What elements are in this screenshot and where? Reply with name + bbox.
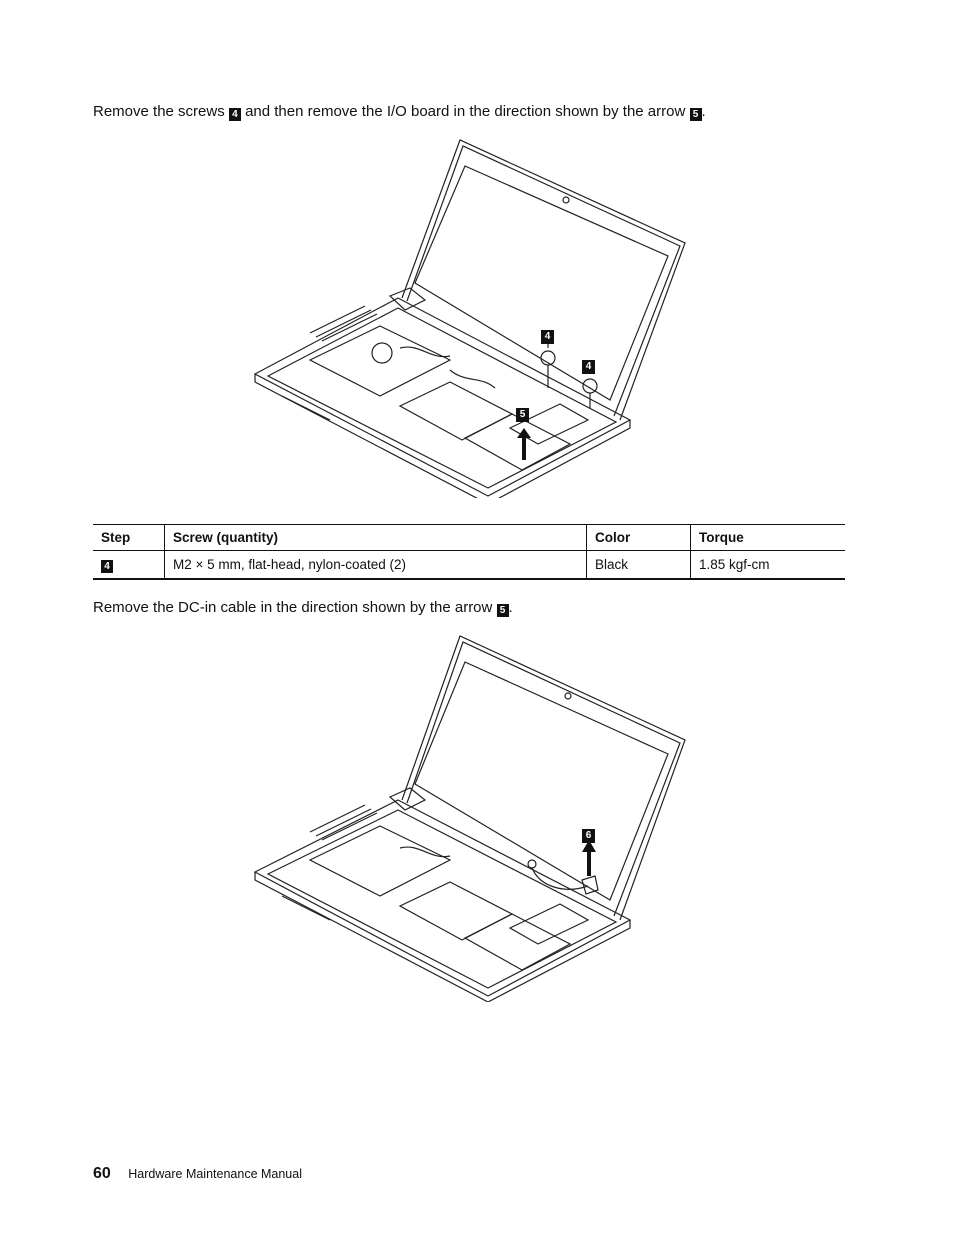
callout-arrow-5: 5 [516,408,529,422]
screw-spec-table [93,524,845,580]
figure-dc-in-cable-removal [250,632,690,1002]
header-color: Color [587,525,691,551]
page-number: 60 [93,1165,111,1182]
manual-title: Hardware Maintenance Manual [128,1167,302,1181]
page-footer [93,1165,302,1183]
laptop-illustration-2 [250,632,690,1002]
table-row [93,551,845,580]
header-step: Step [93,525,165,551]
step-badge-4: 4 [229,108,241,121]
instruction2-text-end: . [508,599,513,616]
cell-color: Black [587,551,691,580]
header-screw-quantity: Screw (quantity) [165,525,587,551]
instruction-text-middle: and then remove the I/O board in the direction shown by the arrow [245,103,686,120]
cell-screw: M2 × 5 mm, flat-head, nylon-coated (2) [165,551,587,580]
figure-io-board-removal [250,138,690,498]
callout-screw-4-lower: 4 [582,360,595,374]
instruction-remove-dc-in-cable [93,598,513,618]
instruction-text-end: . [701,103,706,120]
table-header-row [93,525,845,551]
step-badge-5-second: 5 [497,604,509,617]
laptop-illustration [250,138,690,498]
instruction-remove-io-board [93,102,706,122]
step-badge-5: 5 [690,108,702,121]
callout-arrow-6: 6 [582,829,595,843]
instruction-text-start: Remove the screws [93,103,225,120]
callout-screw-4-upper: 4 [541,330,554,344]
instruction2-text: Remove the DC-in cable in the direction shown by the arrow [93,599,493,616]
header-torque: Torque [699,530,744,545]
step-badge: 4 [101,560,113,573]
cell-step [93,551,165,580]
cell-torque: 1.85 kgf-cm [699,557,770,572]
